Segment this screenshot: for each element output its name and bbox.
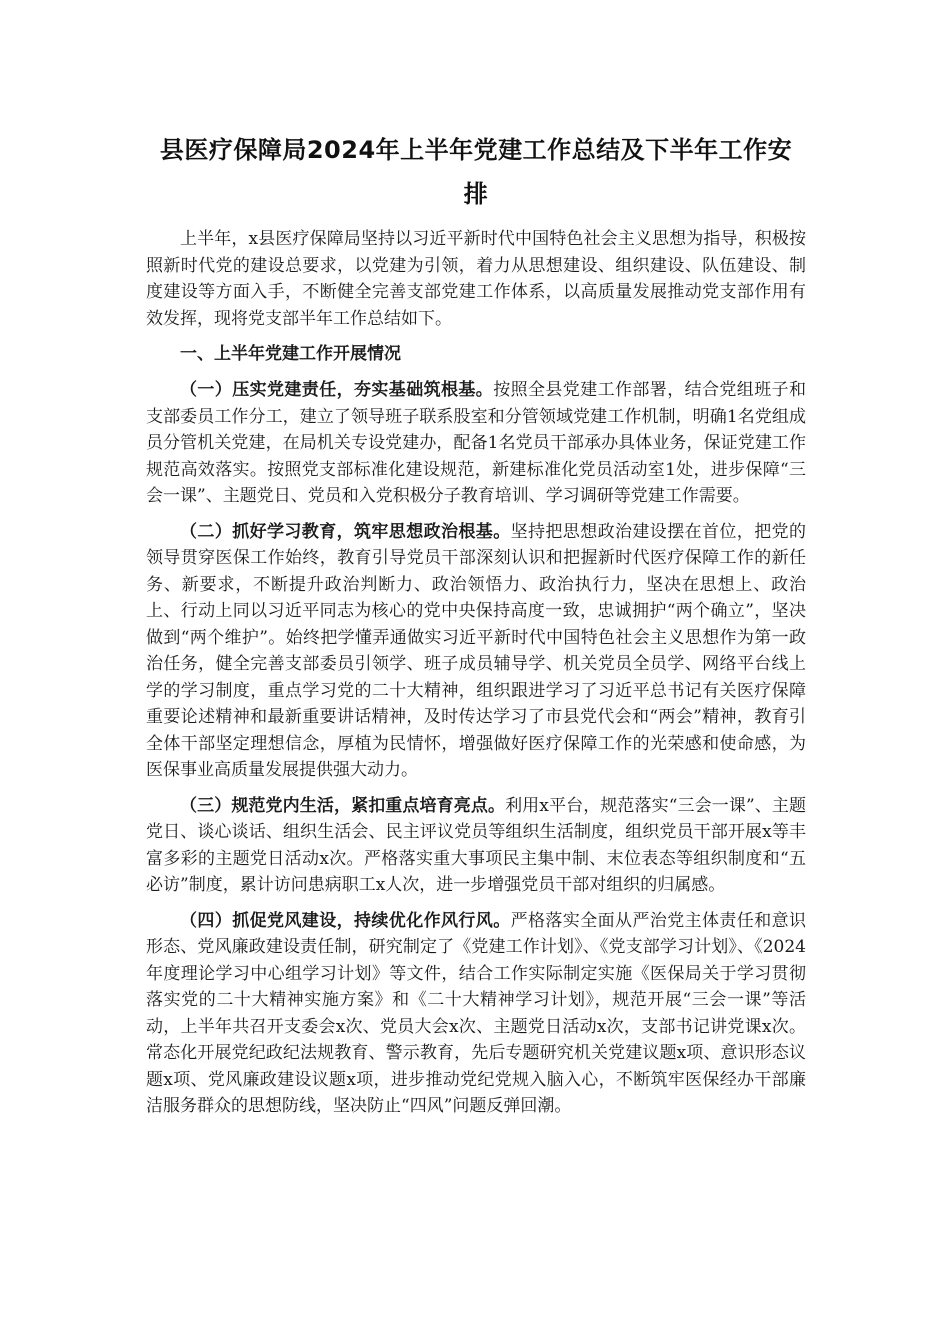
section-heading: 一、上半年党建工作开展情况	[180, 344, 401, 364]
item-body: 利用x平台，规范落实“三会一课”、主题党日、谈心谈话、组织生活会、民主评议党员等组织生活制度，组织党员干部开展x等丰富多彩的主题党日活动x次。严格落实重大事项民主集中制、末位表态等组织制度和“五必访”制度，累计访问患病职工x人次，进一步增强党员干部对组织的归属感。	[146, 795, 807, 895]
item-lead: （一）压实党建责任，夯实基础筑根基。	[180, 380, 494, 400]
item-paragraph-4	[146, 908, 806, 1120]
item-paragraph-1	[146, 377, 806, 510]
title-line-1: 县医疗保障局2024年上半年党建工作总结及下半年工作安	[159, 136, 793, 164]
item-body: 坚持把思想政治建设摆在首位，把党的领导贯穿医保工作始终，教育引导党员干部深刻认识和把握新时代医疗保障工作的新任务、新要求，不断提升政治判断力、政治领悟力、政治执行力，坚决在思想上、政治上、行动上同以习近平同志为核心的党中央保持高度一致，忠诚拥护“两个确立”，坚决做到“两个维护”。始终把学懂弄通做实习近平新时代中国特色社会主义思想作为第一政治任务，健全完善支部委员引领学、班子成员辅导学、机关党员全员学、网络平台线上学的学习制度，重点学习党的二十大精神，组织跟进学习了习近平总书记有关医疗保障重要论述精神和最新重要讲话精神，及时传达学习了市县党代会和“两会”精神，教育引全体干部坚定理想信念，厚植为民情怀，增强做好医疗保障工作的光荣感和使命感，为医保事业高质量发展提供强大动力。	[146, 521, 807, 780]
item-body: 按照全县党建工作部署，结合党组班子和支部委员工作分工，建立了领导班子联系股室和分管领域党建工作机制，明确1名党组成员分管机关党建，在局机关专设党建办，配备1名党员干部承办具体业务，保证党建工作规范高效落实。按照党支部标准化建设规范，新建标准化党员活动室1处，进步保障“三会一课”、主题党日、党员和入党积极分子教育培训、学习调研等党建工作需要。	[146, 380, 807, 506]
document-page	[146, 128, 806, 1129]
title-line-2: 排	[463, 180, 489, 208]
item-lead: （四）抓促党风建设，持续优化作风行风。	[180, 910, 511, 931]
item-paragraph-2	[146, 519, 806, 784]
item-body: 严格落实全面从严治党主体责任和意识形态、党风廉政建设责任制，研究制定了《党建工作计划》、《党支部学习计划》、《2024年度理论学习中心组学习计划》等文件，结合工作实际制定实施《医保局关于学习贯彻落实党的二十大精神实施方案》和《二十大精神学习计划》，规范开展“三会一课”等活动，上半年共召开支委会x次、党员大会x次、主题党日活动x次，支部书记讲党课x次。常态化开展党纪政纪法规教育、警示教育，先后专题研究机关党建议题x项、意识形态议题x项、党风廉政建设议题x项，进步推动党纪党规入脑入心，不断筑牢医保经办干部廉洁服务群众的思想防线，坚决防止“四风”问题反弹回潮。	[146, 910, 807, 1116]
item-paragraph-3	[146, 793, 806, 899]
document-title	[146, 128, 806, 216]
item-lead: （二）抓好学习教育，筑牢思想政治根基。	[180, 521, 511, 542]
intro-paragraph: 上半年，x县医疗保障局坚持以习近平新时代中国特色社会主义思想为指导，积极按照新时代党的建设总要求，以党建为引领，着力从思想建设、组织建设、队伍建设、制度建设等方面入手，不断健全完善支部党建工作体系，以高质量发展推动党支部作用有效发挥，现将党支部半年工作总结如下。	[146, 229, 806, 329]
item-lead: （三）规范党内生活，紧扣重点培育亮点。	[180, 795, 506, 816]
